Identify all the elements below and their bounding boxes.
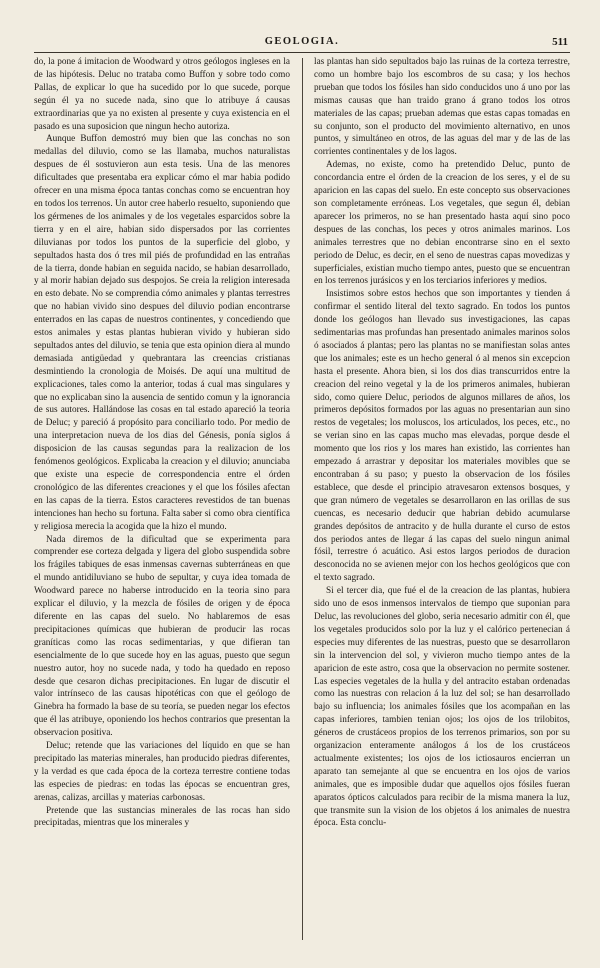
paragraph: Si el tercer dia, que fué el de la creacion de las plantas, hubiera sido uno de esos inmensos intervalos de tiempo que suponian para Deluc, las revoluciones del globo, seria necesario admitir con él, que los vegetales producidos solo por la luz y el calórico pertenecian á especies muy diferentes de las nuestras, puesto que se desarrollaron sin la intervencion del sol, y vivieron mucho tiempo antes de la aparicion de este astro, cosa que la observacion no permite sostener. Las especies vegetales de la hulla y del antracito estaban ordenadas como las nuestras con relacion á la luz del sol; se han desarrollado bajo su influencia; los animales fósiles que los acompañan en las capas inferiores, tambien tenian ojos; los ojos de los trilobitos, géneros de crustáceos propios de los terrenos primarios, son por su organizacion enteramente análogos á los de los crustáceos actualmente existentes; los ojos de los ictiosauros encierran un aparato tan semejante al que se encuentra en los ojos de varios animales, que es imposible dudar que aquellos ojos fósiles fueran aparatos ópticos calculados para recibir de la misma manera la luz, que transmite sun la vision de los objetos á los animales de nuestra época. Esta conclu- <box>314 586 570 829</box>
column-divider <box>302 58 303 940</box>
paragraph: Insistimos sobre estos hechos que son importantes y tienden á confirmar el sentido literal del texto sagrado. En todos los puntos donde los geólogos han llevado sus investigaciones, las capas sedimentarias mas profundas han presentado animales marinos solos ó asociados á plantas; pero las plantas no se manifiestan solas antes que los animales; este es un hecho general ó al menos sin excepcion hasta el presente. Ahora bien, si los dos dias transcurridos entre la creacion del reino vegetal y la de los primeros animales, hubieran sido, como quiere Deluc, periodos de algunos millares de años, los primeros depósitos formados por las aguas no presentarian aun sino restos de vegetales; los moluscos, los articulados, los peces, etc., no se verian sino en las capas mucho mas elevadas, porque desde el momento que los rios y los mares han existido, las corrientes han empezado á arrastrar y depositar los materiales movibles que se encontraban á su paso; y puesto la observacion de los fósiles establece, que desde el principio atravesaron extensos bosques, y que gran número de vegetales se desarrollaron en las orillas de sus cuencas, es necesario deducir que habrian debido acumularse grandes depósitos de antracito y de hulla durante el curso de estos dos periodos antes de llegar á las capas del suelo ningun animal fósil, terrestre ó acuático. Asi estos largos periodos de duracion desconocida no se avienen mejor con los hechos geológicos que con el texto sagrado. <box>314 289 570 584</box>
header-rule <box>34 52 570 53</box>
paragraph: Nada diremos de la dificultad que se experimenta para comprender ese corteza delgada y ligera del globo suspendida sobre los frágiles tabiques de esas inmensas cavernas subterráneas en que el mundo antidiluviano se hubo de sepultar, y cuya idea tomada de Woodward parece no haberse introducido en la teoria sino para explicar el diluvio, y la mezcla de fósiles de origen y de época diferente en las capas del suelo. No hablaremos de esas precipitaciones químicas que hubieran de producir las rocas graníticas como las rocas sedimentarias, y que difieran tan esencialmente de lo que sucede hoy en las aguas, puesto que segun nuestro autor, hoy no sucede nada, y todo ha quedado en reposo desde que cesaron dichas precipitaciones. En lugar de discutir el valor intrínseco de las causas hipotéticas con que el geólogo de Ginebra ha formado la base de su teoría, se pueden negar los efectos que él las atribuye, oponiendo los hechos contrarios que presentan la observacion positiva. <box>34 534 290 739</box>
left-column <box>34 56 290 948</box>
text-columns <box>34 56 570 948</box>
paragraph: Deluc; retende que las variaciones del líquido en que se han precipitado las materias minerales, han producido piedras diferentes, y la verdad es que cada época de la corteza terrestre contiene todas las especies de piedras: en todas las épocas se encuentran gres, arenas, calizas, arcillas y materias carbonosas. <box>34 741 290 803</box>
paragraph: Ademas, no existe, como ha pretendido Deluc, punto de concordancia entre el órden de la creacion de los seres, y el de su aparicion en las capas del suelo. En este concepto sus observaciones son completamente erróneas. Los vegetales, que segun él, debian aparecer los primeros, no se han presentado hasta aquí sino poco despues de las conchas, los peces y otros animales marinos. Los animales terrestres que no debian encontrarse sino en el sexto periodo de Deluc, es decir, en el seno de nuestras capas movedizas y superficiales, existian mucho tiempo antes, puesto que se encuentran en los terrenos jurásicos y en los terciarios inferiores y medios. <box>314 160 570 287</box>
paragraph: do, la pone á imitacion de Woodward y otros geólogos ingleses en la de las hipótesis. Deluc no trataba como Buffon y sobre todo como Pallas, de explicar lo que ha sucedido por lo que sucede, porque según él ya no sucede nada, sino que lo atribuye á causas extraordinarias que ya no existen al presente y cuya existencia en el pasado es una suposicion que ningun hecho autoriza. <box>34 57 290 132</box>
paragraph: Aunque Buffon demostró muy bien que las conchas no son medallas del diluvio, como se las llamaba, muchos naturalistas despues de él sostuvieron aun esta tesis. Una de las menores dificultades que presentaba era explicar cómo el mar habia podido ofrecer en una misma época tantas conchas como se encuentran hoy en todos los terrenos. Un autor cree haberlo resuelto, suponiendo que los gérmenes de los animales y de los vegetales esparcidos sobre la tierra y en el aire, habian sido dispersados por las corrientes diluvianas por todos los puntos de la superficie del globo, y sepultados hasta dos ó tres mil piés de profundidad en las entrañas de la tierra, donde habian en seguida nacido, se habian desarrollado, y al morir habian dejado sus despojos. Se creia la religion interesada en esto debate. No se comprendia cómo animales y plantas terrestres que no habian vivido sino despues del diluvio podian encontrarse enterrados en las capas de nuestros continentes, y concediendo que estos animales y estas plantas hubieran vivido y hubieran sido sepultados antes del diluvio, se tenia que esta opinion diera al mundo demasiada antigüedad y quebrantara las creencias cristianas desmintiendo la cronologia de Moisés. De aquí una multitud de explicaciones, tales como la anterior, todas á cual mas singulares y que no explicaban sino la ausencia de sentido comun y la ignorancia de sus autores. Hallándose las cosas en tal estado apareció la teoria de Deluc; y pareció á propósito para conciliarlo todo. Por medio de una interpretacion nueva de los dias del Génesis, ponía siglos á disposicion de las causas segundas para la realizacion de los fenómenos geológicos. Explicaba la creacion y el diluvio; anunciaba que existe una especie de correspondencia entre el órden cronológico de las diferentes creaciones y el que los fósiles afectan en las capas de la tierra. Estos caracteres revestidos de tan buenas intenciones han hecho su fortuna. Falta saber si como obra científica y religiosa merecia la acogida que la hizo el mundo. <box>34 134 290 532</box>
page-number: 511 <box>552 36 568 48</box>
paragraph: Pretende que las sustancias minerales de las rocas han sido precipitadas, mientras que los minerales y <box>34 805 290 829</box>
paragraph: las plantas han sido sepultados bajo las ruinas de la corteza terrestre, como un hombre bajo los escombros de su casa; y los hechos prueban que todos los fósiles han sido conducidos uno á uno por las mismas causas que han traido grano á grano todos los otros materiales de las capas; prueban ademas que estas capas tomadas en su conjunto, son el producto del movimiento alternativo, en unos puntos, y simultáneo en otros, de las aguas del mar y de las de las corrientes continentales y de los lagos. <box>314 57 570 158</box>
right-column <box>314 56 570 948</box>
running-title: GEOLOGIA. <box>264 36 340 47</box>
